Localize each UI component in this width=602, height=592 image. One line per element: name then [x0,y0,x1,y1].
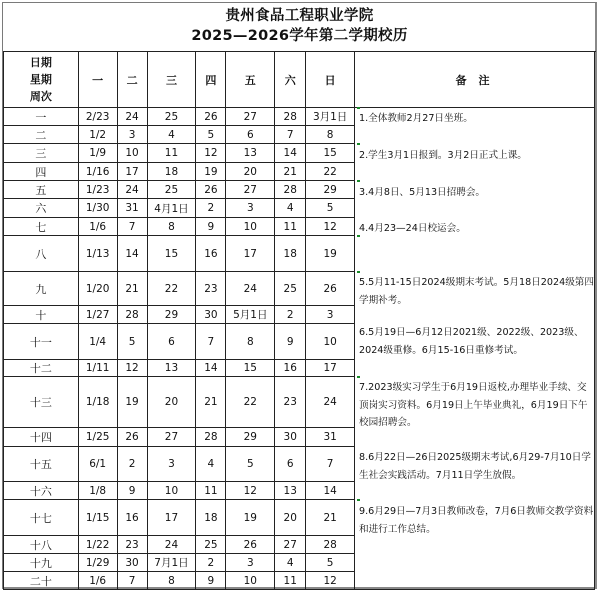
day-header-sun: 日 [306,52,355,108]
date-cell: 19 [306,236,355,272]
date-cell: 19 [117,377,147,428]
date-cell: 14 [306,482,355,500]
date-cell: 4月1日 [147,199,196,218]
date-cell: 2 [196,199,226,218]
date-cell: 13 [275,482,306,500]
date-cell: 20 [275,500,306,536]
week-number: 十 [4,306,79,324]
date-cell: 5 [306,554,355,572]
date-cell: 7 [306,447,355,482]
date-cell: 14 [275,144,306,163]
date-cell: 31 [117,199,147,218]
date-cell: 19 [196,163,226,181]
date-cell: 17 [226,236,275,272]
date-cell: 3 [226,199,275,218]
date-cell: 1/25 [78,428,117,447]
date-cell: 20 [226,163,275,181]
date-cell: 18 [147,163,196,181]
date-cell: 28 [196,428,226,447]
date-cell: 26 [306,272,355,306]
date-cell: 25 [147,108,196,126]
date-cell: 12 [117,360,147,377]
date-cell: 10 [306,324,355,360]
date-cell: 2 [275,306,306,324]
date-cell: 28 [275,108,306,126]
date-cell: 7月1日 [147,554,196,572]
day-header-thu: 四 [196,52,226,108]
remarks-column [357,107,597,591]
date-cell: 22 [226,377,275,428]
date-cell: 23 [117,536,147,554]
date-cell: 5 [226,447,275,482]
cell-marker [357,376,360,378]
date-cell: 22 [147,272,196,306]
day-header-sat: 六 [275,52,306,108]
date-cell: 24 [117,108,147,126]
date-cell: 26 [226,536,275,554]
date-cell: 30 [275,428,306,447]
date-cell: 12 [226,482,275,500]
date-cell: 17 [306,360,355,377]
note-4: 4.4月23—24日校运会。 [359,223,466,234]
date-cell: 1/4 [78,324,117,360]
date-cell: 26 [196,108,226,126]
date-cell: 1/13 [78,236,117,272]
week-number: 七 [4,218,79,236]
cell-marker [357,271,360,273]
date-cell: 5 [306,199,355,218]
date-cell: 12 [306,572,355,590]
week-number: 十八 [4,536,79,554]
date-cell: 7 [117,572,147,590]
date-cell: 12 [306,218,355,236]
date-cell: 24 [306,377,355,428]
header-label-week-no: 周次 [29,90,52,103]
note-5: 5.5月11-15日2024级期末考试。5月18日2024级第四学期补考。 [359,277,594,306]
week-column-header [4,52,79,108]
date-cell: 11 [196,482,226,500]
date-cell: 12 [196,144,226,163]
week-number: 二 [4,126,79,144]
calendar-sheet [2,2,597,589]
note-3: 3.4月8日、5月13日招聘会。 [359,187,486,198]
date-cell: 26 [196,181,226,199]
date-cell: 15 [226,360,275,377]
date-cell: 1/16 [78,163,117,181]
cell-marker [357,499,360,501]
date-cell: 17 [147,500,196,536]
date-cell: 8 [226,324,275,360]
note-7: 7.2023级实习学生于6月19日返校,办理毕业手续、交顶岗实习资料。6月19日上午毕业典礼，6月19日下午校园招聘会。 [359,382,588,428]
date-cell: 29 [306,181,355,199]
week-number: 十四 [4,428,79,447]
date-cell: 9 [117,482,147,500]
date-cell: 1/27 [78,306,117,324]
date-cell: 1/11 [78,360,117,377]
date-cell: 1/29 [78,554,117,572]
date-cell: 10 [226,572,275,590]
date-cell: 3 [147,447,196,482]
date-cell: 25 [147,181,196,199]
date-cell: 11 [275,572,306,590]
cell-marker [357,180,360,182]
week-number: 十三 [4,377,79,428]
week-number: 十九 [4,554,79,572]
week-number: 六 [4,199,79,218]
date-cell: 5 [196,126,226,144]
date-cell: 18 [275,236,306,272]
date-cell: 6/1 [78,447,117,482]
date-cell: 8 [147,218,196,236]
note-9: 9.6月29日—7月3日教师改卷，7月6日教师交教学资料和进行工作总结。 [359,506,594,535]
date-cell: 7 [117,218,147,236]
note-1: 1.全体教师2月27日坐班。 [359,113,473,124]
date-cell: 3 [306,306,355,324]
date-cell: 27 [226,108,275,126]
week-number: 八 [4,236,79,272]
week-number: 十六 [4,482,79,500]
week-number: 四 [4,163,79,181]
date-cell: 2 [117,447,147,482]
date-cell: 28 [306,536,355,554]
week-number: 十二 [4,360,79,377]
note-8: 8.6月22日—26日2025级期末考试,6月29-7月10日学生社会实践活动。7月11日学生放假。 [359,452,591,481]
date-cell: 5月1日 [226,306,275,324]
school-name: 贵州食品工程职业学院 [225,8,374,24]
date-cell: 27 [147,428,196,447]
date-cell: 30 [196,306,226,324]
date-cell: 1/9 [78,144,117,163]
date-cell: 10 [226,218,275,236]
date-cell: 1/18 [78,377,117,428]
date-cell: 26 [117,428,147,447]
date-cell: 22 [306,163,355,181]
week-number: 十五 [4,447,79,482]
date-cell: 1/2 [78,126,117,144]
date-cell: 15 [147,236,196,272]
date-cell: 14 [196,360,226,377]
date-cell: 18 [196,500,226,536]
header-label-weekday: 星期 [29,73,52,86]
date-cell: 11 [275,218,306,236]
date-cell: 15 [306,144,355,163]
date-cell: 2 [196,554,226,572]
date-cell: 23 [275,377,306,428]
day-header-mon: 一 [78,52,117,108]
date-cell: 21 [196,377,226,428]
date-cell: 11 [147,144,196,163]
date-cell: 23 [196,272,226,306]
title-block [3,3,596,52]
date-cell: 8 [306,126,355,144]
date-cell: 3 [117,126,147,144]
day-header-fri: 五 [226,52,275,108]
header-row [4,52,595,108]
date-cell: 1/20 [78,272,117,306]
date-cell: 24 [147,536,196,554]
header-label-date: 日期 [29,56,52,69]
date-cell: 6 [275,447,306,482]
date-cell: 29 [226,428,275,447]
date-cell: 20 [147,377,196,428]
date-cell: 21 [275,163,306,181]
date-cell: 5 [117,324,147,360]
cell-marker [357,143,360,145]
calendar-title: 2025—2026学年第二学期校历 [191,28,408,44]
date-cell: 9 [196,218,226,236]
date-cell: 27 [226,181,275,199]
date-cell: 25 [196,536,226,554]
date-cell: 4 [196,447,226,482]
date-cell: 16 [196,236,226,272]
date-cell: 4 [275,554,306,572]
date-cell: 31 [306,428,355,447]
date-cell: 30 [117,554,147,572]
date-cell: 8 [147,572,196,590]
day-header-wed: 三 [147,52,196,108]
date-cell: 28 [275,181,306,199]
cell-marker [357,107,360,109]
date-cell: 7 [275,126,306,144]
remarks-header: 备 注 [355,52,595,108]
week-number: 九 [4,272,79,306]
date-cell: 7 [196,324,226,360]
week-number: 二十 [4,572,79,590]
date-cell: 4 [275,199,306,218]
date-cell: 1/8 [78,482,117,500]
date-cell: 21 [306,500,355,536]
date-cell: 13 [147,360,196,377]
date-cell: 27 [275,536,306,554]
date-cell: 24 [226,272,275,306]
date-cell: 6 [147,324,196,360]
date-cell: 25 [275,272,306,306]
date-cell: 1/6 [78,572,117,590]
date-cell: 6 [226,126,275,144]
week-number: 十七 [4,500,79,536]
date-cell: 29 [147,306,196,324]
date-cell: 10 [147,482,196,500]
date-cell: 10 [117,144,147,163]
date-cell: 3 [226,554,275,572]
date-cell: 24 [117,181,147,199]
note-6: 6.5月19日—6月12日2021级、2022级、2023级、2024级重修。6月15-16日重修考试。 [359,327,584,356]
date-cell: 21 [117,272,147,306]
date-cell: 1/15 [78,500,117,536]
date-cell: 16 [117,500,147,536]
date-cell: 1/30 [78,199,117,218]
week-number: 三 [4,144,79,163]
date-cell: 1/23 [78,181,117,199]
week-number: 十一 [4,324,79,360]
date-cell: 3月1日 [306,108,355,126]
date-cell: 1/22 [78,536,117,554]
note-2: 2.学生3月1日报到。3月2日正式上课。 [359,150,527,161]
week-number: 五 [4,181,79,199]
day-header-tue: 二 [117,52,147,108]
date-cell: 1/6 [78,218,117,236]
date-cell: 9 [275,324,306,360]
date-cell: 19 [226,500,275,536]
date-cell: 28 [117,306,147,324]
date-cell: 14 [117,236,147,272]
date-cell: 9 [196,572,226,590]
date-cell: 2/23 [78,108,117,126]
date-cell: 13 [226,144,275,163]
date-cell: 17 [117,163,147,181]
date-cell: 16 [275,360,306,377]
date-cell: 4 [147,126,196,144]
week-number: 一 [4,108,79,126]
